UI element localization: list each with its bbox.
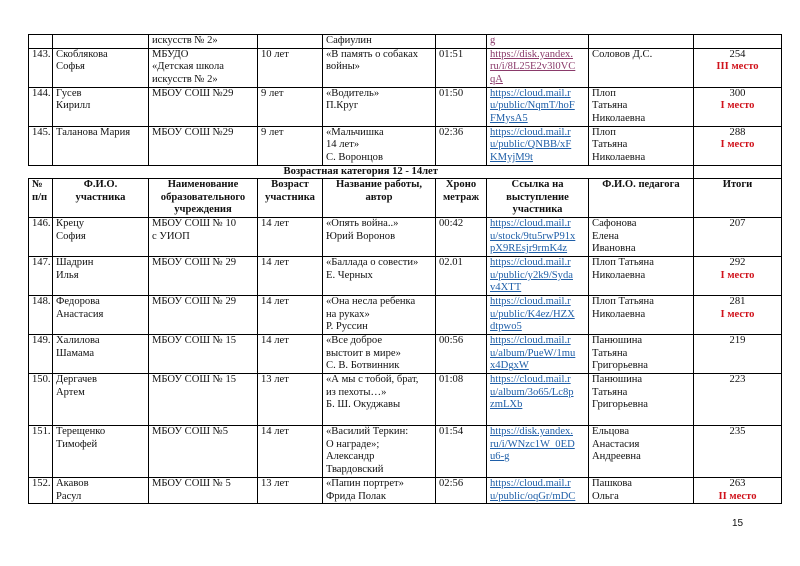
cell-school: МБОУ СОШ № 29 <box>149 257 258 296</box>
cell-num <box>29 35 53 49</box>
score: 219 <box>729 335 746 347</box>
header-name: Ф.И.О. участника <box>53 179 149 218</box>
cell-duration: 02:56 <box>436 478 487 504</box>
cell-title: Сафиулин <box>323 35 436 49</box>
cell-title: «Василий Теркин: О награде»; Александр Твардовский <box>323 426 436 478</box>
table-row <box>29 48 782 87</box>
cell-link <box>487 257 589 296</box>
header-age: Возраст участника <box>258 179 323 218</box>
table-header-row <box>29 179 782 218</box>
cell-teacher <box>589 35 694 49</box>
performance-link[interactable]: https://cloud.mail.r u/stock/9tu5rwP91x pX9REsjr9rmK4z <box>490 218 576 255</box>
cell-num: 146. <box>29 218 53 257</box>
cell-num: 145. <box>29 126 53 165</box>
cell-age: 14 лет <box>258 335 323 374</box>
cell-num: 148. <box>29 296 53 335</box>
performance-link[interactable]: https://cloud.mail.r u/public/QNBB/xF KMyjM9t <box>490 126 572 163</box>
cell-age: 14 лет <box>258 296 323 335</box>
cell-result <box>694 335 782 374</box>
performance-link[interactable]: https://cloud.mail.r u/public/NqmT/hoF FMysA5 <box>490 87 575 124</box>
cell-duration: 01:54 <box>436 426 487 478</box>
performance-link[interactable]: https://cloud.mail.r u/public/oqGr/mDC <box>490 478 576 502</box>
cell-age <box>258 35 323 49</box>
cell-result <box>694 35 782 49</box>
cell-teacher: Сафонова Елена Ивановна <box>589 218 694 257</box>
cell-result <box>694 296 782 335</box>
cell-school: МБОУ СОШ № 29 <box>149 296 258 335</box>
score: 300 <box>729 87 746 99</box>
cell-school: МБОУ СОШ №29 <box>149 87 258 126</box>
cell-name: Скоблякова Софья <box>53 48 149 87</box>
cell-school: МБОУ СОШ № 5 <box>149 478 258 504</box>
cell-name: Терещенко Тимофей <box>53 426 149 478</box>
cell-name: Федорова Анастасия <box>53 296 149 335</box>
cell-result <box>694 87 782 126</box>
score: 207 <box>729 218 746 230</box>
cell-num: 152. <box>29 478 53 504</box>
cell-link <box>487 374 589 426</box>
cell-school: МБОУ СОШ №5 <box>149 426 258 478</box>
cell-school: МБУДО «Детская школа искусств № 2» <box>149 48 258 87</box>
table-row <box>29 257 782 296</box>
performance-link[interactable]: https://cloud.mail.r u/album/3o65/Lc8p zmLXb <box>490 374 574 411</box>
cell-teacher: Панюшина Татьяна Григорьевна <box>589 335 694 374</box>
cell-school: искусств № 2» <box>149 35 258 49</box>
cell-result <box>694 374 782 426</box>
cell-teacher: Панюшина Татьяна Григорьевна <box>589 374 694 426</box>
category-title: Возрастная категория 12 - 14лет <box>29 165 694 179</box>
table-row <box>29 478 782 504</box>
table-row <box>29 87 782 126</box>
header-title: Название работы, автор <box>323 179 436 218</box>
cell-age: 13 лет <box>258 374 323 426</box>
score: 223 <box>729 374 746 386</box>
cell-school: МБОУ СОШ № 10 с УИОП <box>149 218 258 257</box>
place-badge: III место <box>716 61 759 73</box>
cell-age: 9 лет <box>258 87 323 126</box>
cell-name: Таланова Мария <box>53 126 149 165</box>
cell-duration: 02.01 <box>436 257 487 296</box>
cell-title: «В память о собаках войны» <box>323 48 436 87</box>
cell-result <box>694 426 782 478</box>
cell-link <box>487 478 589 504</box>
cell-num: 143. <box>29 48 53 87</box>
cell-num: 150. <box>29 374 53 426</box>
table-row-continued <box>29 35 782 49</box>
cell-teacher: Плоп Татьяна Николаевна <box>589 87 694 126</box>
cell-link <box>487 87 589 126</box>
category-row <box>29 165 782 179</box>
cell-link <box>487 126 589 165</box>
score: 254 <box>729 48 746 60</box>
performance-link[interactable]: https://cloud.mail.r u/public/y2k9/Syda v4XTT <box>490 257 573 294</box>
header-result: Итоги <box>694 179 782 218</box>
score: 263 <box>729 478 746 490</box>
performance-link[interactable]: g <box>490 35 496 46</box>
cell-num: 149. <box>29 335 53 374</box>
header-school: Наименование образовательного учреждения <box>149 179 258 218</box>
cell-title: «Баллада о совести» Е. Черных <box>323 257 436 296</box>
cell-school: МБОУ СОШ № 15 <box>149 335 258 374</box>
table-row <box>29 218 782 257</box>
cell-age: 14 лет <box>258 426 323 478</box>
cell-age: 10 лет <box>258 48 323 87</box>
cell-result <box>694 218 782 257</box>
cell-result <box>694 478 782 504</box>
cell-title: «Опять война..» Юрий Воронов <box>323 218 436 257</box>
performance-link[interactable]: https://disk.yandex. ru/i/WNzc1W_0ED u6-g <box>490 426 575 463</box>
cell-link <box>487 426 589 478</box>
cell-name: Халилова Шамама <box>53 335 149 374</box>
cell-name: Дергачев Артем <box>53 374 149 426</box>
score: 292 <box>729 257 746 269</box>
cell-name: Крецу София <box>53 218 149 257</box>
cell-link <box>487 218 589 257</box>
place-badge: I место <box>720 308 755 320</box>
place-badge: I место <box>720 269 755 281</box>
place-badge: II место <box>718 490 757 502</box>
cell-name: Шадрин Илья <box>53 257 149 296</box>
cell-num: 151. <box>29 426 53 478</box>
cell-result <box>694 48 782 87</box>
cell-age: 13 лет <box>258 478 323 504</box>
performance-link[interactable]: https://cloud.mail.r u/public/K4ez/HZX dtpwo5 <box>490 296 575 333</box>
cell-duration: 02:36 <box>436 126 487 165</box>
cell-title: «Все доброе выстоит в мире» С. В. Ботвинник <box>323 335 436 374</box>
score: 235 <box>729 426 746 438</box>
cell-school: МБОУ СОШ №29 <box>149 126 258 165</box>
cell-name <box>53 35 149 49</box>
performance-link[interactable]: https://cloud.mail.r u/album/PueW/1mu x4DgxW <box>490 335 576 372</box>
place-badge: I место <box>720 139 755 151</box>
header-duration: Хроно метраж <box>436 179 487 218</box>
score: 281 <box>729 296 746 308</box>
cell-title: «А мы с тобой, брат, из пехоты…» Б. Ш. Окуджавы <box>323 374 436 426</box>
cell-school: МБОУ СОШ № 15 <box>149 374 258 426</box>
place-badge: I место <box>720 100 755 112</box>
cell-age: 9 лет <box>258 126 323 165</box>
header-link: Ссылка на выступление участника <box>487 179 589 218</box>
cell-duration <box>436 35 487 49</box>
cell-result <box>694 126 782 165</box>
cell-teacher: Ельцова Анастасия Андреевна <box>589 426 694 478</box>
category-empty-cell <box>694 165 782 179</box>
cell-title: «Мальчишка 14 лет» С. Воронцов <box>323 126 436 165</box>
performance-link[interactable]: https://disk.yandex. ru/i/8L25E2v3l0VC qA <box>490 48 576 85</box>
table-row <box>29 374 782 426</box>
cell-name: Гусев Кирилл <box>53 87 149 126</box>
page-number: 15 <box>732 518 744 529</box>
table-row <box>29 426 782 478</box>
cell-duration <box>436 296 487 335</box>
cell-duration: 00:42 <box>436 218 487 257</box>
cell-title: «Она несла ребенка на руках» Р. Руссин <box>323 296 436 335</box>
cell-num: 144. <box>29 87 53 126</box>
header-teacher: Ф.И.О. педагога <box>589 179 694 218</box>
table-row <box>29 126 782 165</box>
cell-title: «Водитель» П.Круг <box>323 87 436 126</box>
cell-link <box>487 48 589 87</box>
cell-duration: 00:56 <box>436 335 487 374</box>
cell-duration: 01:08 <box>436 374 487 426</box>
table-row <box>29 296 782 335</box>
cell-teacher: Плоп Татьяна Николаевна <box>589 126 694 165</box>
cell-teacher: Пашкова Ольга <box>589 478 694 504</box>
cell-teacher: Плоп Татьяна Николаевна <box>589 296 694 335</box>
cell-title: «Папин портрет» Фрида Полак <box>323 478 436 504</box>
cell-duration: 01:51 <box>436 48 487 87</box>
cell-duration: 01:50 <box>436 87 487 126</box>
score: 288 <box>729 126 746 138</box>
cell-age: 14 лет <box>258 218 323 257</box>
cell-name: Акавов Расул <box>53 478 149 504</box>
cell-age: 14 лет <box>258 257 323 296</box>
cell-link <box>487 296 589 335</box>
header-num: № п/п <box>29 179 53 218</box>
cell-num: 147. <box>29 257 53 296</box>
table-row <box>29 335 782 374</box>
cell-teacher: Плоп Татьяна Николаевна <box>589 257 694 296</box>
cell-result <box>694 257 782 296</box>
cell-link <box>487 335 589 374</box>
results-table <box>28 34 782 504</box>
cell-teacher: Соловов Д.С. <box>589 48 694 87</box>
cell-link <box>487 35 589 49</box>
